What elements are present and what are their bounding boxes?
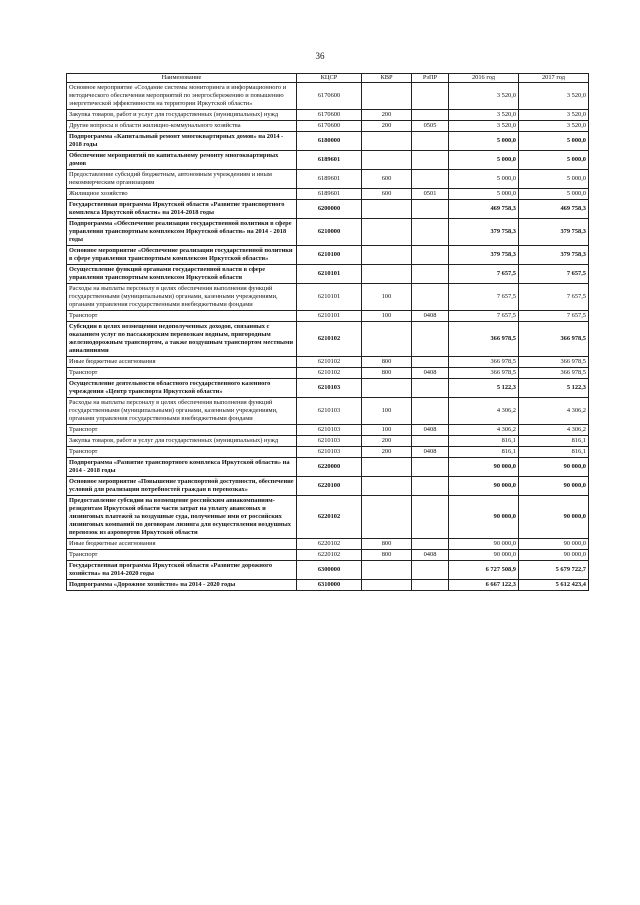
column-header-2017: 2017 год — [519, 74, 589, 83]
cell-name: Предоставление субсидий бюджетным, автономным учреждениям и иным некоммерческим организациям — [67, 170, 297, 189]
cell-y2017: 90 000,0 — [519, 539, 589, 550]
cell-name: Транспорт — [67, 447, 297, 458]
cell-y2017: 469 758,3 — [519, 200, 589, 219]
cell-name: Жилищное хозяйство — [67, 189, 297, 200]
cell-kvr: 600 — [362, 189, 412, 200]
cell-kcsr: 6210102 — [297, 322, 362, 357]
cell-y2017: 366 978,5 — [519, 368, 589, 379]
cell-rzpr: 0501 — [412, 189, 449, 200]
cell-kcsr: 6170600 — [297, 83, 362, 110]
cell-y2016: 6 667 122,3 — [449, 580, 519, 591]
cell-kcsr: 6300000 — [297, 561, 362, 580]
cell-kvr: 800 — [362, 539, 412, 550]
cell-y2016: 90 000,0 — [449, 458, 519, 477]
cell-kvr: 200 — [362, 110, 412, 121]
cell-name: Транспорт — [67, 550, 297, 561]
cell-kvr: 200 — [362, 436, 412, 447]
cell-rzpr — [412, 580, 449, 591]
table-row — [67, 83, 589, 110]
cell-name: Основное мероприятие «Обеспечение реализации государственной политики в сфере управления транспортным комплексом Иркутской области» — [67, 246, 297, 265]
cell-y2016: 90 000,0 — [449, 496, 519, 539]
cell-kvr — [362, 477, 412, 496]
table-row — [67, 458, 589, 477]
cell-rzpr — [412, 132, 449, 151]
cell-y2016: 5 122,3 — [449, 379, 519, 398]
cell-name: Транспорт — [67, 368, 297, 379]
table-row — [67, 539, 589, 550]
cell-rzpr — [412, 477, 449, 496]
cell-y2016: 5 000,0 — [449, 151, 519, 170]
cell-name: Расходы на выплаты персоналу в целях обеспечения выполнения функций государственными (муниципальными) органами, казенными учреждениями, органами управления государственными внебюджетными фондами — [67, 284, 297, 311]
cell-kvr — [362, 580, 412, 591]
cell-y2016: 90 000,0 — [449, 550, 519, 561]
cell-y2016: 5 000,0 — [449, 170, 519, 189]
cell-kcsr: 6220102 — [297, 496, 362, 539]
cell-kvr — [362, 151, 412, 170]
cell-kvr — [362, 496, 412, 539]
cell-kvr: 100 — [362, 398, 412, 425]
cell-kvr: 800 — [362, 550, 412, 561]
cell-y2017: 366 978,5 — [519, 357, 589, 368]
table-row — [67, 200, 589, 219]
cell-kcsr: 6180000 — [297, 132, 362, 151]
cell-y2017: 816,1 — [519, 447, 589, 458]
table-row — [67, 477, 589, 496]
cell-kvr — [362, 83, 412, 110]
cell-rzpr: 0408 — [412, 550, 449, 561]
table-row — [67, 110, 589, 121]
table-row — [67, 121, 589, 132]
cell-y2017: 7 657,5 — [519, 311, 589, 322]
cell-y2016: 4 306,2 — [449, 425, 519, 436]
cell-y2017: 5 000,0 — [519, 151, 589, 170]
column-header-name: Наименование — [67, 74, 297, 83]
cell-y2017: 7 657,5 — [519, 265, 589, 284]
cell-kvr — [362, 265, 412, 284]
cell-kcsr: 6210100 — [297, 246, 362, 265]
table-row — [67, 398, 589, 425]
cell-kvr: 800 — [362, 357, 412, 368]
table-row — [67, 357, 589, 368]
cell-y2016: 5 000,0 — [449, 189, 519, 200]
table-header-row — [67, 74, 589, 83]
budget-table — [66, 73, 589, 591]
cell-name: Закупка товаров, работ и услуг для государственных (муниципальных) нужд — [67, 110, 297, 121]
column-header-rzpr: РзПР — [412, 74, 449, 83]
cell-name: Транспорт — [67, 425, 297, 436]
cell-y2017: 5 000,0 — [519, 132, 589, 151]
cell-y2017: 90 000,0 — [519, 496, 589, 539]
cell-kvr — [362, 379, 412, 398]
cell-rzpr: 0408 — [412, 368, 449, 379]
table-row — [67, 436, 589, 447]
cell-y2017: 4 306,2 — [519, 398, 589, 425]
cell-y2016: 3 520,0 — [449, 121, 519, 132]
cell-y2016: 379 758,3 — [449, 219, 519, 246]
cell-y2017: 5 000,0 — [519, 170, 589, 189]
cell-kcsr: 6210101 — [297, 284, 362, 311]
cell-kcsr: 6210000 — [297, 219, 362, 246]
cell-kvr: 100 — [362, 284, 412, 311]
cell-name: Основное мероприятие «Создание системы мониторинга и информационного и методического обеспечения мероприятий по энергосбережению и повышению энергетической эффективности на территории Иркутской области» — [67, 83, 297, 110]
cell-y2016: 7 657,5 — [449, 265, 519, 284]
cell-name: Иные бюджетные ассигнования — [67, 539, 297, 550]
cell-name: Подпрограмма «Обеспечение реализации государственной политики в сфере управления транспортным комплексом Иркутской области» на 2014 - 2018 годы — [67, 219, 297, 246]
table-row — [67, 311, 589, 322]
cell-kvr — [362, 561, 412, 580]
cell-rzpr — [412, 561, 449, 580]
cell-kvr — [362, 219, 412, 246]
cell-kvr — [362, 322, 412, 357]
cell-name: Государственная программа Иркутской области «Развитие дорожного хозяйства» на 2014-2020 годы — [67, 561, 297, 580]
table-row — [67, 246, 589, 265]
cell-name: Субсидии в целях возмещения недополученных доходов, связанных с оказанием услуг по пассажирским перевозкам водным, пригородным железнодорожным транспортом, а также воздушным транспортом местными авиалиниями — [67, 322, 297, 357]
table-row — [67, 322, 589, 357]
cell-kcsr: 6210103 — [297, 398, 362, 425]
cell-y2017: 4 306,2 — [519, 425, 589, 436]
cell-rzpr: 0408 — [412, 447, 449, 458]
cell-name: Подпрограмма «Развитие транспортного комплекса Иркутской области» на 2014 - 2018 годы — [67, 458, 297, 477]
cell-name: Осуществление функций органами государственной власти в сфере управления транспортным комплексом Иркутской области — [67, 265, 297, 284]
cell-kvr: 200 — [362, 121, 412, 132]
cell-kvr: 800 — [362, 368, 412, 379]
cell-y2016: 366 978,5 — [449, 322, 519, 357]
table-row — [67, 219, 589, 246]
cell-y2017: 7 657,5 — [519, 284, 589, 311]
cell-name: Иные бюджетные ассигнования — [67, 357, 297, 368]
table-row — [67, 425, 589, 436]
cell-rzpr — [412, 539, 449, 550]
cell-kvr: 100 — [362, 311, 412, 322]
cell-rzpr — [412, 265, 449, 284]
cell-kvr — [362, 458, 412, 477]
cell-y2016: 6 727 508,9 — [449, 561, 519, 580]
cell-name: Транспорт — [67, 311, 297, 322]
table-row — [67, 550, 589, 561]
cell-y2017: 5 679 722,7 — [519, 561, 589, 580]
cell-rzpr — [412, 110, 449, 121]
cell-y2017: 3 520,0 — [519, 110, 589, 121]
cell-y2016: 90 000,0 — [449, 477, 519, 496]
cell-y2016: 816,1 — [449, 436, 519, 447]
cell-y2017: 90 000,0 — [519, 477, 589, 496]
cell-rzpr: 0408 — [412, 425, 449, 436]
table-row — [67, 170, 589, 189]
cell-kcsr: 6170600 — [297, 121, 362, 132]
cell-y2016: 4 306,2 — [449, 398, 519, 425]
cell-y2017: 379 758,3 — [519, 246, 589, 265]
cell-kcsr: 6189601 — [297, 170, 362, 189]
table-row — [67, 561, 589, 580]
cell-rzpr — [412, 322, 449, 357]
cell-y2017: 5 000,0 — [519, 189, 589, 200]
table-row — [67, 284, 589, 311]
cell-kvr — [362, 200, 412, 219]
cell-y2016: 3 520,0 — [449, 110, 519, 121]
page-number: 36 — [315, 51, 325, 61]
cell-rzpr: 0505 — [412, 121, 449, 132]
table-row — [67, 151, 589, 170]
cell-kcsr: 6220100 — [297, 477, 362, 496]
cell-y2016: 3 520,0 — [449, 83, 519, 110]
cell-rzpr — [412, 219, 449, 246]
table-row — [67, 496, 589, 539]
column-header-2016: 2016 год — [449, 74, 519, 83]
cell-y2017: 3 520,0 — [519, 121, 589, 132]
cell-kcsr: 6189601 — [297, 151, 362, 170]
cell-kcsr: 6220102 — [297, 550, 362, 561]
cell-kcsr: 6210102 — [297, 368, 362, 379]
cell-y2017: 90 000,0 — [519, 550, 589, 561]
cell-name: Подпрограмма «Дорожное хозяйство» на 2014 - 2020 годы — [67, 580, 297, 591]
cell-y2017: 5 122,3 — [519, 379, 589, 398]
cell-rzpr — [412, 246, 449, 265]
cell-y2016: 469 758,3 — [449, 200, 519, 219]
cell-rzpr — [412, 379, 449, 398]
cell-y2017: 3 520,0 — [519, 83, 589, 110]
cell-rzpr — [412, 357, 449, 368]
cell-rzpr — [412, 200, 449, 219]
cell-name: Государственная программа Иркутской области «Развитие транспортного комплекса Иркутской области» на 2014-2018 годы — [67, 200, 297, 219]
column-header-kvr: КВР — [362, 74, 412, 83]
cell-kcsr: 6170600 — [297, 110, 362, 121]
cell-kvr: 600 — [362, 170, 412, 189]
cell-name: Подпрограмма «Капитальный ремонт многоквартирных домов» на 2014 - 2018 годы — [67, 132, 297, 151]
cell-y2017: 366 978,5 — [519, 322, 589, 357]
cell-name: Основное мероприятие «Повышение транспортной доступности, обеспечение условий для реализации потребностей граждан в перевозках» — [67, 477, 297, 496]
cell-rzpr — [412, 83, 449, 110]
cell-name: Закупка товаров, работ и услуг для государственных (муниципальных) нужд — [67, 436, 297, 447]
table-row — [67, 447, 589, 458]
cell-y2016: 7 657,5 — [449, 311, 519, 322]
table-row — [67, 189, 589, 200]
cell-kcsr: 6210103 — [297, 425, 362, 436]
cell-kcsr: 6189601 — [297, 189, 362, 200]
table-body — [67, 83, 589, 591]
cell-rzpr — [412, 436, 449, 447]
cell-y2016: 90 000,0 — [449, 539, 519, 550]
cell-kvr — [362, 246, 412, 265]
table-row — [67, 580, 589, 591]
cell-y2016: 5 000,0 — [449, 132, 519, 151]
cell-kcsr: 6310000 — [297, 580, 362, 591]
cell-name: Другие вопросы в области жилищно-коммунального хозяйства — [67, 121, 297, 132]
cell-rzpr — [412, 151, 449, 170]
cell-kcsr: 6220102 — [297, 539, 362, 550]
cell-name: Предоставление субсидии на возмещение российским авиакомпаниям-резидентам Иркутской области части затрат на уплату авансовых и лизинговых платежей за воздушные суда, полученные ими от российских лизинговых компаний по договорам лизинга для осуществления воздушных перевозок из аэропортов Иркутской области — [67, 496, 297, 539]
column-header-kcsr: КЦСР — [297, 74, 362, 83]
cell-kcsr: 6210103 — [297, 436, 362, 447]
cell-rzpr: 0408 — [412, 311, 449, 322]
cell-kcsr: 6210102 — [297, 357, 362, 368]
cell-kcsr: 6210101 — [297, 265, 362, 284]
cell-y2016: 379 758,3 — [449, 246, 519, 265]
cell-name: Осуществление деятельности областного государственного казенного учреждения «Центр транспорта Иркутской области» — [67, 379, 297, 398]
cell-kcsr: 6210101 — [297, 311, 362, 322]
table-row — [67, 379, 589, 398]
cell-y2016: 366 978,5 — [449, 357, 519, 368]
cell-rzpr — [412, 398, 449, 425]
cell-y2017: 5 612 423,4 — [519, 580, 589, 591]
cell-y2016: 7 657,5 — [449, 284, 519, 311]
cell-kcsr: 6220000 — [297, 458, 362, 477]
cell-kcsr: 6200000 — [297, 200, 362, 219]
cell-kcsr: 6210103 — [297, 379, 362, 398]
cell-kvr: 100 — [362, 425, 412, 436]
cell-rzpr — [412, 458, 449, 477]
table-row — [67, 265, 589, 284]
cell-y2017: 379 758,3 — [519, 219, 589, 246]
cell-y2016: 816,1 — [449, 447, 519, 458]
cell-name: Расходы на выплаты персоналу в целях обеспечения выполнения функций государственными (муниципальными) органами, казенными учреждениями, органами управления государственными внебюджетными фондами — [67, 398, 297, 425]
table-row — [67, 132, 589, 151]
cell-rzpr — [412, 170, 449, 189]
cell-name: Обеспечение мероприятий по капитальному ремонту многоквартирных домов — [67, 151, 297, 170]
cell-y2016: 366 978,5 — [449, 368, 519, 379]
cell-rzpr — [412, 284, 449, 311]
cell-y2017: 816,1 — [519, 436, 589, 447]
cell-kvr — [362, 132, 412, 151]
cell-rzpr — [412, 496, 449, 539]
cell-y2017: 90 000,0 — [519, 458, 589, 477]
table-row — [67, 368, 589, 379]
cell-kvr: 200 — [362, 447, 412, 458]
cell-kcsr: 6210103 — [297, 447, 362, 458]
